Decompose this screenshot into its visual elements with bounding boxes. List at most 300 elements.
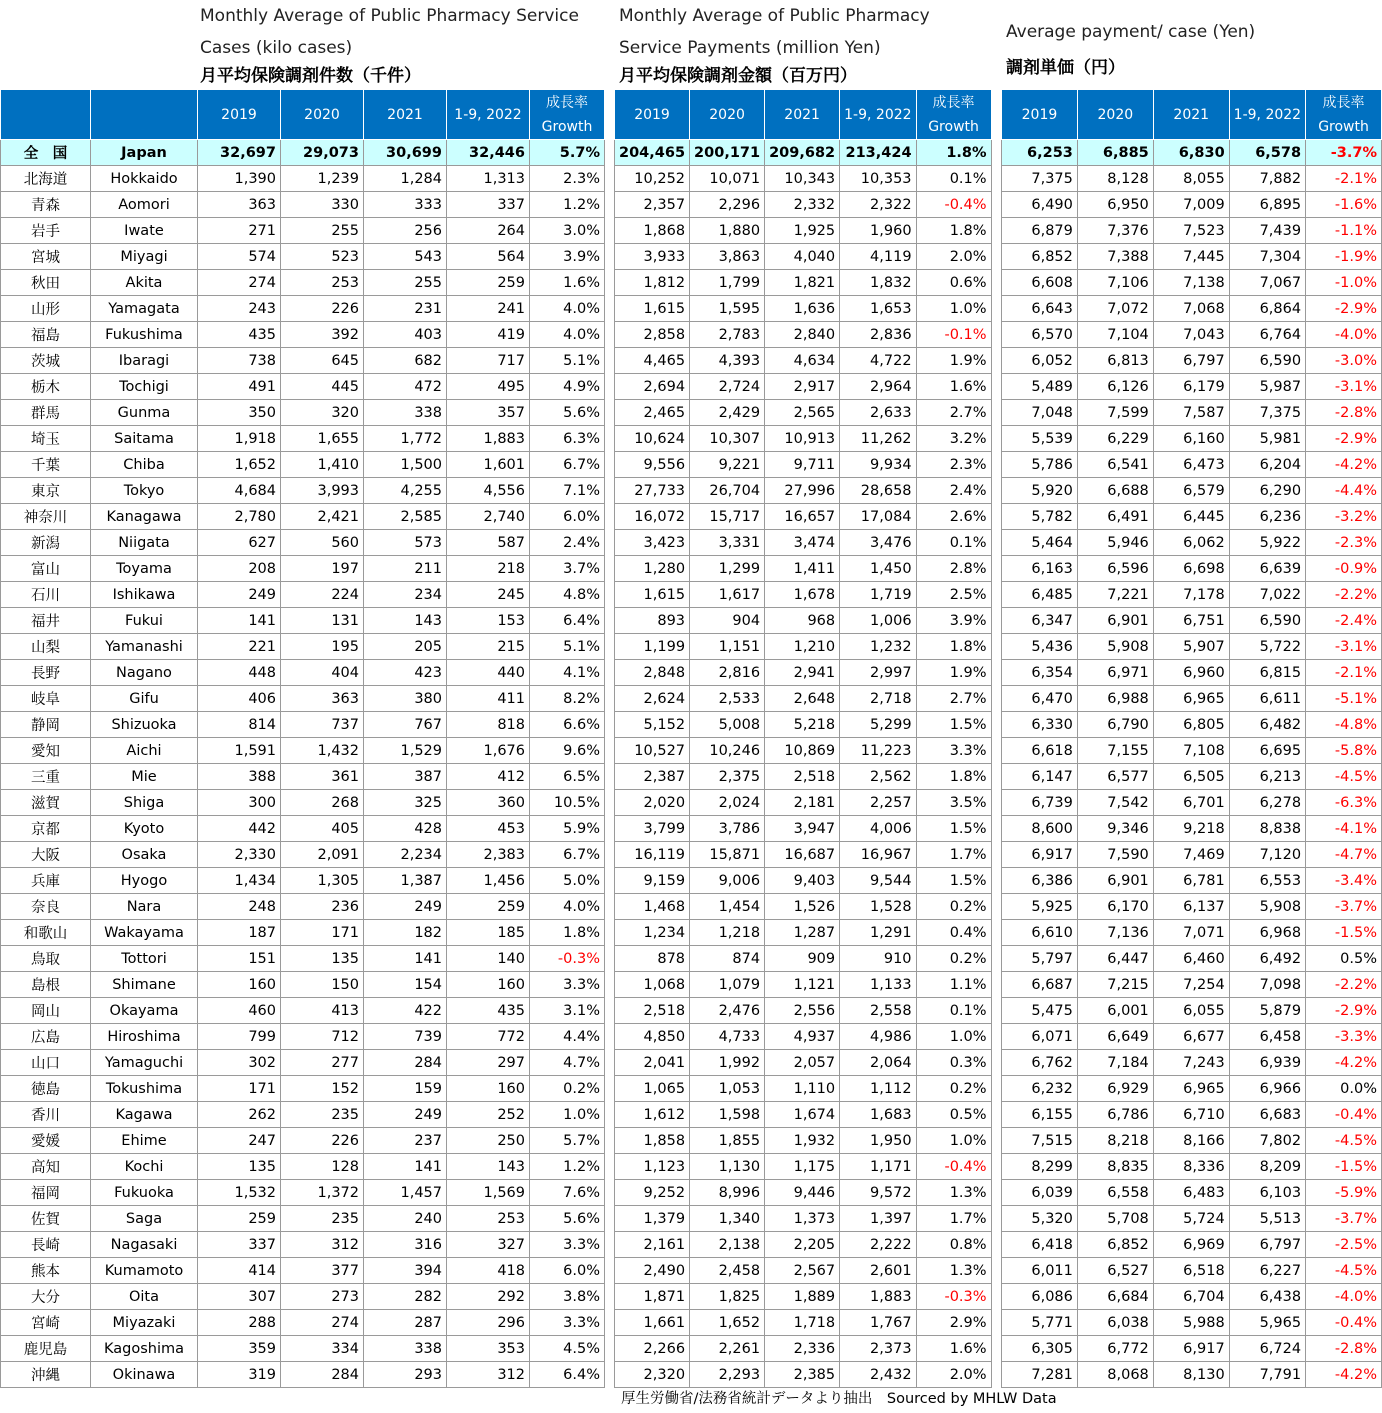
cases-cell: 320 (281, 400, 364, 426)
payments-growth-cell: 1.1% (916, 972, 991, 998)
unit-growth-cell: -4.5% (1306, 1128, 1382, 1154)
cases-cell: 435 (198, 322, 281, 348)
cases-growth-cell: 10.5% (530, 790, 605, 816)
table-row (1, 894, 605, 920)
year-header: 2020 (690, 90, 765, 140)
payments-cell: 9,711 (765, 452, 840, 478)
unit-cell: 6,347 (1002, 608, 1078, 634)
payments-cell: 2,567 (765, 1258, 840, 1284)
unit-cell: 6,960 (1153, 660, 1229, 686)
unit-cell: 8,068 (1077, 1362, 1153, 1388)
unit-cell: 6,762 (1002, 1050, 1078, 1076)
payments-growth-cell: 0.4% (916, 920, 991, 946)
unit-cell: 6,901 (1077, 608, 1153, 634)
prefecture-en-header (91, 90, 198, 140)
table-row (1002, 1284, 1382, 1310)
prefecture-jp-cell: 岩手 (1, 218, 91, 244)
table-row (1002, 894, 1382, 920)
unit-cell: 7,108 (1153, 738, 1229, 764)
cases-cell: 215 (447, 634, 530, 660)
prefecture-en-cell: Gifu (91, 686, 198, 712)
table-row (1002, 348, 1382, 374)
cases-cell: 1,772 (364, 426, 447, 452)
unit-cell: 7,155 (1077, 738, 1153, 764)
prefecture-jp-cell: 茨城 (1, 348, 91, 374)
prefecture-en-cell: Hokkaido (91, 166, 198, 192)
payments-cell: 2,332 (765, 192, 840, 218)
cases-growth-cell: 1.2% (530, 1154, 605, 1180)
payments-growth-cell: 0.1% (916, 530, 991, 556)
table-row (1, 1232, 605, 1258)
cases-cell: 380 (364, 686, 447, 712)
table-row (615, 556, 992, 582)
cases-cell: 302 (198, 1050, 281, 1076)
growth-en-label: Growth (541, 118, 593, 135)
cases-cell: 292 (447, 1284, 530, 1310)
prefecture-en-cell: Nagasaki (91, 1232, 198, 1258)
unit-cell: 6,688 (1077, 478, 1153, 504)
table-row (1, 556, 605, 582)
cases-growth-cell: 5.7% (530, 1128, 605, 1154)
prefecture-en-cell: Fukui (91, 608, 198, 634)
cases-growth-cell: 1.0% (530, 1102, 605, 1128)
cases-cell: 814 (198, 712, 281, 738)
payments-cell: 2,161 (615, 1232, 690, 1258)
payments-cell: 2,064 (840, 1050, 916, 1076)
payments-cell: 4,040 (765, 244, 840, 270)
prefecture-jp-cell: 山梨 (1, 634, 91, 660)
cases-cell: 564 (447, 244, 530, 270)
cases-cell: 772 (447, 1024, 530, 1050)
unit-cell: 6,179 (1153, 374, 1229, 400)
payments-growth-cell: 1.3% (916, 1180, 991, 1206)
unit-growth-cell: -1.0% (1306, 270, 1382, 296)
table-row (1, 1206, 605, 1232)
cases-growth-cell: 5.6% (530, 400, 605, 426)
unit-cell: 7,254 (1153, 972, 1229, 998)
unit-cell: 7,071 (1153, 920, 1229, 946)
cases-cell: 359 (198, 1336, 281, 1362)
unit-cell: 6,772 (1077, 1336, 1153, 1362)
unit-cell: 7,439 (1229, 218, 1305, 244)
unit-growth-cell: -2.1% (1306, 166, 1382, 192)
table-row (1, 1024, 605, 1050)
unit-cell: 6,229 (1077, 426, 1153, 452)
prefecture-jp-cell: 京都 (1, 816, 91, 842)
cases-cell: 799 (198, 1024, 281, 1050)
cases-cell: 587 (447, 530, 530, 556)
table-row (615, 504, 992, 530)
unit-cell: 6,797 (1229, 1232, 1305, 1258)
cases-cell: 387 (364, 764, 447, 790)
payments-cell: 4,465 (615, 348, 690, 374)
unit-cell: 6,879 (1002, 218, 1078, 244)
prefecture-jp-cell: 長崎 (1, 1232, 91, 1258)
cases-cell: 297 (447, 1050, 530, 1076)
cases-cell: 394 (364, 1258, 447, 1284)
unit-cell: 6,482 (1229, 712, 1305, 738)
unit-cell: 6,917 (1153, 1336, 1229, 1362)
payments-growth-cell: 1.8% (916, 218, 991, 244)
unit-cell: 8,600 (1002, 816, 1078, 842)
unit-cell: 6,988 (1077, 686, 1153, 712)
unit-growth-cell: -3.7% (1306, 1206, 1382, 1232)
national-row (1, 140, 605, 166)
prefecture-en-cell: Nara (91, 894, 198, 920)
table-row (1002, 1362, 1382, 1388)
payments-cell: 2,138 (690, 1232, 765, 1258)
payments-cell: 1,683 (840, 1102, 916, 1128)
payments-growth-cell: 0.6% (916, 270, 991, 296)
unit-cell: 6,126 (1077, 374, 1153, 400)
cases-cell: 2,234 (364, 842, 447, 868)
payments-cell: 1,767 (840, 1310, 916, 1336)
payments-cell: 904 (690, 608, 765, 634)
payments-cell: 4,006 (840, 816, 916, 842)
payments-cell: 9,572 (840, 1180, 916, 1206)
payments-cell: 11,262 (840, 426, 916, 452)
unit-cell: 7,072 (1077, 296, 1153, 322)
table-row (615, 478, 992, 504)
unit-cell: 6,071 (1002, 1024, 1078, 1050)
payments-cell: 4,393 (690, 348, 765, 374)
cases-cell: 224 (281, 582, 364, 608)
payments-cell: 1,123 (615, 1154, 690, 1180)
payments-cell: 5,299 (840, 712, 916, 738)
cases-cell: 284 (364, 1050, 447, 1076)
cases-growth-cell: 1.8% (530, 920, 605, 946)
unit-growth-cell: 0.0% (1306, 1076, 1382, 1102)
table-row (1002, 712, 1382, 738)
table-row (1, 452, 605, 478)
unit-cell: 6,965 (1153, 686, 1229, 712)
payments-cell: 1,674 (765, 1102, 840, 1128)
cases-cell: 284 (281, 1362, 364, 1388)
unit-cell: 5,771 (1002, 1310, 1078, 1336)
unit-growth-cell: -3.1% (1306, 634, 1382, 660)
growth-jp-label: 成長率 (1322, 94, 1365, 111)
unit-cell: 6,011 (1002, 1258, 1078, 1284)
unit-cell: 6,781 (1153, 868, 1229, 894)
unit-cell: 6,290 (1229, 478, 1305, 504)
prefecture-en-cell: Tottori (91, 946, 198, 972)
payments-cell: 1,121 (765, 972, 840, 998)
cases-growth-cell: 3.8% (530, 1284, 605, 1310)
unit-cell: 6,330 (1002, 712, 1078, 738)
payments-cell: 213,424 (840, 140, 916, 166)
cases-cell: 128 (281, 1154, 364, 1180)
unit-cell: 6,570 (1002, 322, 1078, 348)
cases-growth-cell: 5.0% (530, 868, 605, 894)
table-row (1, 1050, 605, 1076)
prefecture-jp-cell: 静岡 (1, 712, 91, 738)
cases-growth-cell: 6.4% (530, 1362, 605, 1388)
payments-cell: 1,287 (765, 920, 840, 946)
unit-cell: 6,438 (1229, 1284, 1305, 1310)
cases-cell: 442 (198, 816, 281, 842)
unit-cell: 6,055 (1153, 998, 1229, 1024)
table-row (1, 192, 605, 218)
payments-cell: 2,783 (690, 322, 765, 348)
unit-cell: 5,987 (1229, 374, 1305, 400)
payments-cell: 5,152 (615, 712, 690, 738)
prefecture-jp-cell: 全 国 (1, 140, 91, 166)
table-row (1002, 478, 1382, 504)
table-row (1002, 1154, 1382, 1180)
cases-cell: 153 (447, 608, 530, 634)
payments-cell: 2,320 (615, 1362, 690, 1388)
table-row (615, 868, 992, 894)
cases-cell: 1,918 (198, 426, 281, 452)
unit-growth-cell: -3.0% (1306, 348, 1382, 374)
unit-cell: 6,643 (1002, 296, 1078, 322)
cases-cell: 1,239 (281, 166, 364, 192)
cases-cell: 1,387 (364, 868, 447, 894)
prefecture-en-cell: Kanagawa (91, 504, 198, 530)
table-row (1, 608, 605, 634)
payments-cell: 9,252 (615, 1180, 690, 1206)
prefecture-en-cell: Yamaguchi (91, 1050, 198, 1076)
unit-growth-cell: -0.4% (1306, 1310, 1382, 1336)
cases-cell: 712 (281, 1024, 364, 1050)
table-row (1002, 218, 1382, 244)
payments-cell: 3,476 (840, 530, 916, 556)
unit-cell: 5,907 (1153, 634, 1229, 660)
unit-cell: 6,052 (1002, 348, 1078, 374)
payments-cell: 9,556 (615, 452, 690, 478)
cases-cell: 2,091 (281, 842, 364, 868)
cases-cell: 403 (364, 322, 447, 348)
unit-cell: 7,375 (1002, 166, 1078, 192)
cases-growth-cell: 4.8% (530, 582, 605, 608)
prefecture-jp-cell: 福島 (1, 322, 91, 348)
unit-growth-cell: -2.8% (1306, 1336, 1382, 1362)
unit-cell: 7,243 (1153, 1050, 1229, 1076)
payments-cell: 10,252 (615, 166, 690, 192)
cases-cell: 405 (281, 816, 364, 842)
payments-growth-cell: 2.6% (916, 504, 991, 530)
table-row (1, 218, 605, 244)
prefecture-jp-cell: 青森 (1, 192, 91, 218)
unit-cell: 5,925 (1002, 894, 1078, 920)
payments-cell: 968 (765, 608, 840, 634)
cases-cell: 160 (198, 972, 281, 998)
unit-growth-cell: -1.9% (1306, 244, 1382, 270)
unit-cell: 6,253 (1002, 140, 1078, 166)
payments-growth-cell: 2.8% (916, 556, 991, 582)
unit-cell: 6,917 (1002, 842, 1078, 868)
unit-cell: 6,418 (1002, 1232, 1078, 1258)
table-row (615, 400, 992, 426)
table-row (615, 712, 992, 738)
prefecture-jp-cell: 沖縄 (1, 1362, 91, 1388)
payments-cell: 909 (765, 946, 840, 972)
table-row (1, 348, 605, 374)
table-row (1, 946, 605, 972)
unit-growth-cell: -6.3% (1306, 790, 1382, 816)
payments-cell: 1,598 (690, 1102, 765, 1128)
prefecture-en-cell: Toyama (91, 556, 198, 582)
payments-cell: 2,205 (765, 1232, 840, 1258)
prefecture-en-cell: Shizuoka (91, 712, 198, 738)
payments-cell: 2,057 (765, 1050, 840, 1076)
year-header: 2019 (1002, 90, 1078, 140)
payments-cell: 1,821 (765, 270, 840, 296)
cases-growth-cell: 4.1% (530, 660, 605, 686)
cases-cell: 240 (364, 1206, 447, 1232)
unit-growth-cell: -1.1% (1306, 218, 1382, 244)
cases-cell: 185 (447, 920, 530, 946)
unit-cell: 6,485 (1002, 582, 1078, 608)
cases-cell: 287 (364, 1310, 447, 1336)
cases-cell: 448 (198, 660, 281, 686)
unit-cell: 6,470 (1002, 686, 1078, 712)
unit-growth-cell: -5.8% (1306, 738, 1382, 764)
payments-cell: 9,446 (765, 1180, 840, 1206)
unit-cell: 5,946 (1077, 530, 1153, 556)
cases-cell: 573 (364, 530, 447, 556)
cases-cell: 226 (281, 1128, 364, 1154)
unit-cell: 6,649 (1077, 1024, 1153, 1050)
payments-growth-cell: 0.2% (916, 894, 991, 920)
payments-cell: 10,307 (690, 426, 765, 452)
table-row (1002, 452, 1382, 478)
payments-cell: 2,518 (765, 764, 840, 790)
payments-cell: 2,465 (615, 400, 690, 426)
cases-cell: 406 (198, 686, 281, 712)
cases-cell: 249 (364, 1102, 447, 1128)
unit-cell: 6,232 (1002, 1076, 1078, 1102)
unit-cell: 6,490 (1002, 192, 1078, 218)
cases-cell: 645 (281, 348, 364, 374)
cases-cell: 1,432 (281, 738, 364, 764)
unit-growth-cell: -5.9% (1306, 1180, 1382, 1206)
payments-cell: 2,490 (615, 1258, 690, 1284)
cases-cell: 135 (281, 946, 364, 972)
payments-cell: 1,130 (690, 1154, 765, 1180)
cases-cell: 171 (198, 1076, 281, 1102)
table-row (615, 244, 992, 270)
table-row (1002, 1206, 1382, 1232)
unit-cell: 8,130 (1153, 1362, 1229, 1388)
unit-cell: 6,695 (1229, 738, 1305, 764)
prefecture-en-cell: Miyazaki (91, 1310, 198, 1336)
payments-cell: 1,871 (615, 1284, 690, 1310)
cases-cell: 29,073 (281, 140, 364, 166)
payments-cell: 5,218 (765, 712, 840, 738)
table-row (1002, 426, 1382, 452)
unit-cell: 7,043 (1153, 322, 1229, 348)
payments-cell: 9,403 (765, 868, 840, 894)
unit-cell: 6,739 (1002, 790, 1078, 816)
table-row (1002, 634, 1382, 660)
cases-cell: 253 (447, 1206, 530, 1232)
cases-growth-cell: 6.4% (530, 608, 605, 634)
cases-growth-cell: 4.0% (530, 322, 605, 348)
payments-cell: 1,855 (690, 1128, 765, 1154)
table-row (1, 1284, 605, 1310)
table-row (1, 764, 605, 790)
unit-cell: 6,790 (1077, 712, 1153, 738)
unit-cell: 6,445 (1153, 504, 1229, 530)
unit-cell: 6,971 (1077, 660, 1153, 686)
cases-title-jp: 月平均保険調剤件数（千件） (200, 66, 421, 86)
payments-cell: 3,863 (690, 244, 765, 270)
cases-cell: 135 (198, 1154, 281, 1180)
payments-growth-cell: 1.5% (916, 868, 991, 894)
table-row (615, 972, 992, 998)
cases-cell: 293 (364, 1362, 447, 1388)
cases-cell: 221 (198, 634, 281, 660)
payments-cell: 4,119 (840, 244, 916, 270)
payments-cell: 10,071 (690, 166, 765, 192)
cases-cell: 141 (364, 1154, 447, 1180)
payments-cell: 2,020 (615, 790, 690, 816)
prefecture-en-cell: Akita (91, 270, 198, 296)
payments-cell: 2,816 (690, 660, 765, 686)
payments-cell: 1,234 (615, 920, 690, 946)
table-row (615, 894, 992, 920)
cases-growth-cell: 5.6% (530, 1206, 605, 1232)
unit-cell: 6,610 (1002, 920, 1078, 946)
table-row (1002, 972, 1382, 998)
payments-growth-cell: 2.7% (916, 686, 991, 712)
payments-cell: 1,210 (765, 634, 840, 660)
prefecture-en-cell: Tokushima (91, 1076, 198, 1102)
payments-cell: 1,053 (690, 1076, 765, 1102)
payments-growth-cell: 0.5% (916, 1102, 991, 1128)
cases-cell: 411 (447, 686, 530, 712)
table-row (615, 946, 992, 972)
cases-cell: 226 (281, 296, 364, 322)
unit-cell: 7,184 (1077, 1050, 1153, 1076)
cases-growth-cell: 5.1% (530, 348, 605, 374)
cases-growth-cell: 3.0% (530, 218, 605, 244)
payments-cell: 204,465 (615, 140, 690, 166)
unit-cell: 5,464 (1002, 530, 1078, 556)
payments-growth-cell: 1.7% (916, 1206, 991, 1232)
cases-cell: 338 (364, 400, 447, 426)
payments-cell: 1,889 (765, 1284, 840, 1310)
cases-cell: 264 (447, 218, 530, 244)
payments-cell: 1,812 (615, 270, 690, 296)
payments-cell: 1,615 (615, 296, 690, 322)
payments-cell: 4,722 (840, 348, 916, 374)
unit-cell: 8,835 (1077, 1154, 1153, 1180)
cases-cell: 337 (198, 1232, 281, 1258)
cases-cell: 248 (198, 894, 281, 920)
table-row (615, 816, 992, 842)
unit-cell: 7,215 (1077, 972, 1153, 998)
unit-growth-cell: 0.5% (1306, 946, 1382, 972)
unit-cell: 6,724 (1229, 1336, 1305, 1362)
unit-cell: 6,684 (1077, 1284, 1153, 1310)
table-row (615, 1362, 992, 1388)
cases-cell: 523 (281, 244, 364, 270)
table-row (1, 478, 605, 504)
cases-cell: 333 (364, 192, 447, 218)
table-row (1002, 920, 1382, 946)
payments-growth-cell: -0.1% (916, 322, 991, 348)
cases-cell: 360 (447, 790, 530, 816)
prefecture-jp-cell: 宮崎 (1, 1310, 91, 1336)
cases-cell: 337 (447, 192, 530, 218)
table-row (1002, 998, 1382, 1024)
unit-cell: 7,098 (1229, 972, 1305, 998)
table-row (615, 1024, 992, 1050)
cases-cell: 419 (447, 322, 530, 348)
table-row (1002, 816, 1382, 842)
